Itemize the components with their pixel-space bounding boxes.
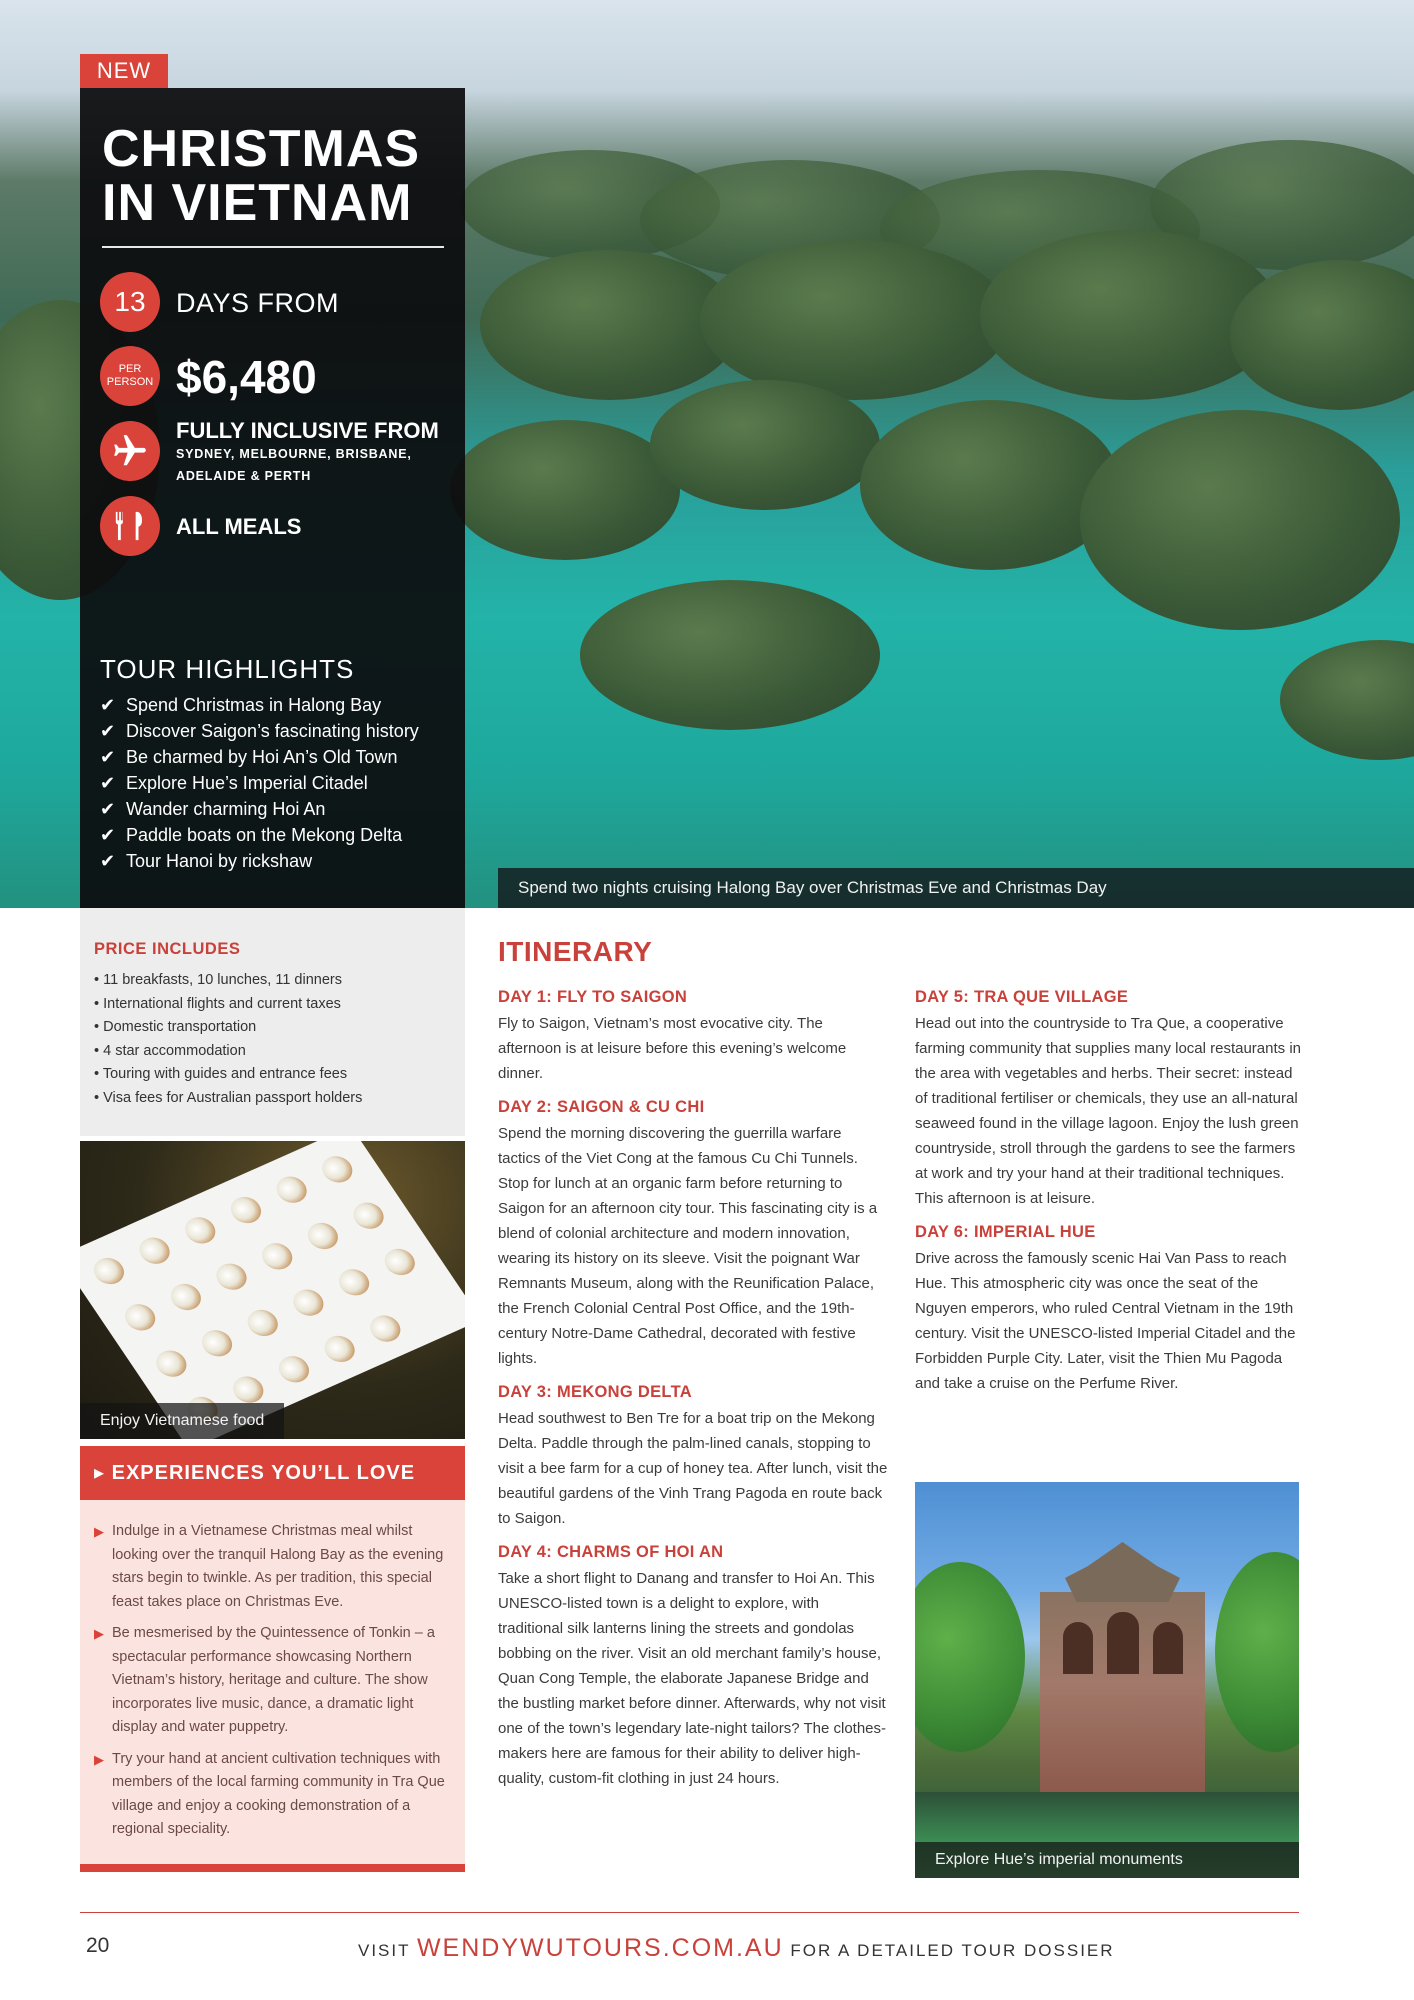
experience-item: ▶ Try your hand at ancient cultivation techniques with members of the local farming community in Tra Que village and enjoy a cooking demonstration of a regional speciality. <box>94 1748 447 1842</box>
title-divider <box>102 246 444 248</box>
check-icon: ✔ <box>100 695 116 715</box>
page-number: 20 <box>86 1934 110 1957</box>
days-label: DAYS FROM <box>176 288 340 318</box>
highlight-item: ✔ Tour Hanoi by rickshaw <box>100 848 419 874</box>
tour-summary-panel <box>80 88 465 908</box>
footer-divider <box>80 1912 1299 1913</box>
new-badge: NEW <box>80 54 168 88</box>
highlight-item: ✔ Discover Saigon’s fascinating history <box>100 718 419 744</box>
departure-cities-line1: SYDNEY, MELBOURNE, BRISBANE, <box>176 447 412 461</box>
highlight-item: ✔ Paddle boats on the Mekong Delta <box>100 822 419 848</box>
price-includes-list <box>94 969 451 1110</box>
price: $6,480 <box>176 351 317 403</box>
highlights-list <box>100 692 419 874</box>
price-includes-heading: PRICE INCLUDES <box>94 940 241 958</box>
itinerary-column-left <box>498 988 888 1803</box>
day-text: Head southwest to Ben Tre for a boat trip on the Mekong Delta. Paddle through the palm-lined canals, stopping to visit a bee farm for a cup of honey tea. After lunch, visit the beautiful gardens of the Vinh Trang Pagoda en route back to Saigon. <box>498 1410 888 1527</box>
day-title: DAY 5: TRA QUE VILLAGE <box>915 988 1129 1006</box>
experiences-box <box>80 1500 465 1872</box>
price-include-item: • Domestic transportation <box>94 1019 257 1035</box>
meals-label: ALL MEALS <box>176 514 302 539</box>
hue-photo <box>915 1482 1299 1878</box>
experience-item: ▶ Be mesmerised by the Quintessence of Tonkin – a spectacular performance showcasing Northern Vietnam’s history, heritage and culture. The show incorporates live music, dance, a dramatic light display and water puppetry. <box>94 1622 447 1740</box>
highlight-item: ✔ Explore Hue’s Imperial Citadel <box>100 770 419 796</box>
check-icon: ✔ <box>100 721 116 741</box>
food-photo-caption: Enjoy Vietnamese food <box>80 1403 284 1439</box>
highlights-heading: TOUR HIGHLIGHTS <box>100 654 355 684</box>
fork-knife-icon <box>100 496 160 556</box>
day-text: Drive across the famously scenic Hai Van Pass to reach Hue. This atmospheric city was once the seat of the Nguyen emperors, who ruled Central Vietnam in the 19th century. Visit the UNESCO-listed Imperial Citadel and the Forbidden Purple City. Later, visit the Thien Mu Pagoda and take a cruise on the Perfume River. <box>915 1250 1296 1392</box>
footer-text: VISIT WENDYWUTOURS.COM.AU FOR A DETAILED TOUR DOSSIER <box>358 1934 1115 1962</box>
price-include-item: • Visa fees for Australian passport holders <box>94 1089 363 1106</box>
highlight-item: ✔ Spend Christmas in Halong Bay <box>100 692 419 718</box>
day-text: Take a short flight to Danang and transfer to Hoi An. This UNESCO-listed town is a delight to explore, with traditional silk lanterns lining the streets and gondolas bobbing on the river. Visit an old merchant family’s house, Quan Cong Temple, the elaborate Japanese Bridge and the bustling market before dinner. Afterwards, why not visit one of the town’s legendary late-night tailors? The clothes-makers here are famous for their ability to deliver high-quality, custom-fit clothing in just 24 hours. <box>498 1570 887 1787</box>
experiences-bottom-bar <box>80 1864 465 1872</box>
day-title: DAY 2: SAIGON & CU CHI <box>498 1098 705 1116</box>
tour-title: CHRISTMAS IN VIETNAM <box>102 120 421 232</box>
check-icon: ✔ <box>100 851 116 871</box>
day-title: DAY 3: MEKONG DELTA <box>498 1383 692 1401</box>
check-icon: ✔ <box>100 747 116 767</box>
experience-item: ▶ Indulge in a Vietnamese Christmas meal whilst looking over the tranquil Halong Bay as the evening stars begin to twinkle. As per tradition, this special feast takes place on Christmas Eve. <box>94 1520 447 1614</box>
check-icon: ✔ <box>100 773 116 793</box>
price-includes-box <box>80 908 465 1136</box>
day-text: Head out into the countryside to Tra Que, a cooperative farming community that supplies many local restaurants in the area with vegetables and herbs. Their secret: instead of traditional fertiliser or chemicals, they use an all-natural seaweed found in the village lagoon. Enjoy the lush green countryside, stroll through the gardens to see the farmers at work and try your hand at their traditional techniques. This afternoon is at leisure. <box>915 1015 1302 1207</box>
day-title: DAY 1: FLY TO SAIGON <box>498 988 688 1006</box>
per-person-badge: PER PERSON <box>100 346 160 406</box>
highlight-item: ✔ Wander charming Hoi An <box>100 796 419 822</box>
hero-photo-caption: Spend two nights cruising Halong Bay over Christmas Eve and Christmas Day <box>498 868 1414 908</box>
check-icon: ✔ <box>100 799 116 819</box>
food-platter <box>80 1141 465 1439</box>
hue-photo-caption: Explore Hue’s imperial monuments <box>915 1842 1299 1878</box>
price-include-item: • 4 star accommodation <box>94 1042 246 1059</box>
day-text: Fly to Saigon, Vietnam’s most evocative city. The afternoon is at leisure before this evening’s welcome dinner. <box>498 1015 847 1082</box>
check-icon: ✔ <box>100 825 116 845</box>
highlight-item: ✔ Be charmed by Hoi An’s Old Town <box>100 744 419 770</box>
departure-cities-line2: ADELAIDE & PERTH <box>176 469 312 483</box>
price-include-item: • Touring with guides and entrance fees <box>94 1066 348 1082</box>
days-badge: 13 <box>100 272 160 332</box>
website-link[interactable]: WENDYWUTOURS.COM.AU <box>416 1934 784 1962</box>
inclusive-title: FULLY INCLUSIVE FROM <box>176 418 439 443</box>
day-text: Spend the morning discovering the guerrilla warfare tactics of the Viet Cong at the famous Cu Chi Tunnels. Stop for lunch at an organic farm before returning to Saigon for an afternoon city tour. This fascinating city is a blend of colonial architecture and modern innovation, wearing its history on its sleeve. Visit the poignant War Remnants Museum, along with the Reunification Palace, the French Colonial Central Post Office, and the 19th-century Notre-Dame Cathedral, decorated with festive lights. <box>498 1125 878 1367</box>
price-include-item: • International flights and current taxes <box>94 995 341 1012</box>
experiences-heading: ▸ EXPERIENCES YOU’LL LOVE <box>80 1446 465 1500</box>
day-title: DAY 6: IMPERIAL HUE <box>915 1223 1096 1241</box>
itinerary-heading: ITINERARY <box>498 936 653 967</box>
price-include-item: • 11 breakfasts, 10 lunches, 11 dinners <box>94 972 342 988</box>
triangle-bullet-icon: ▶ <box>94 1524 104 1539</box>
food-photo <box>80 1141 465 1439</box>
day-title: DAY 4: CHARMS OF HOI AN <box>498 1543 724 1561</box>
plane-icon <box>100 421 160 481</box>
triangle-bullet-icon: ▶ <box>94 1626 104 1641</box>
triangle-bullet-icon: ▶ <box>94 1751 104 1767</box>
itinerary-column-right <box>915 988 1305 1408</box>
